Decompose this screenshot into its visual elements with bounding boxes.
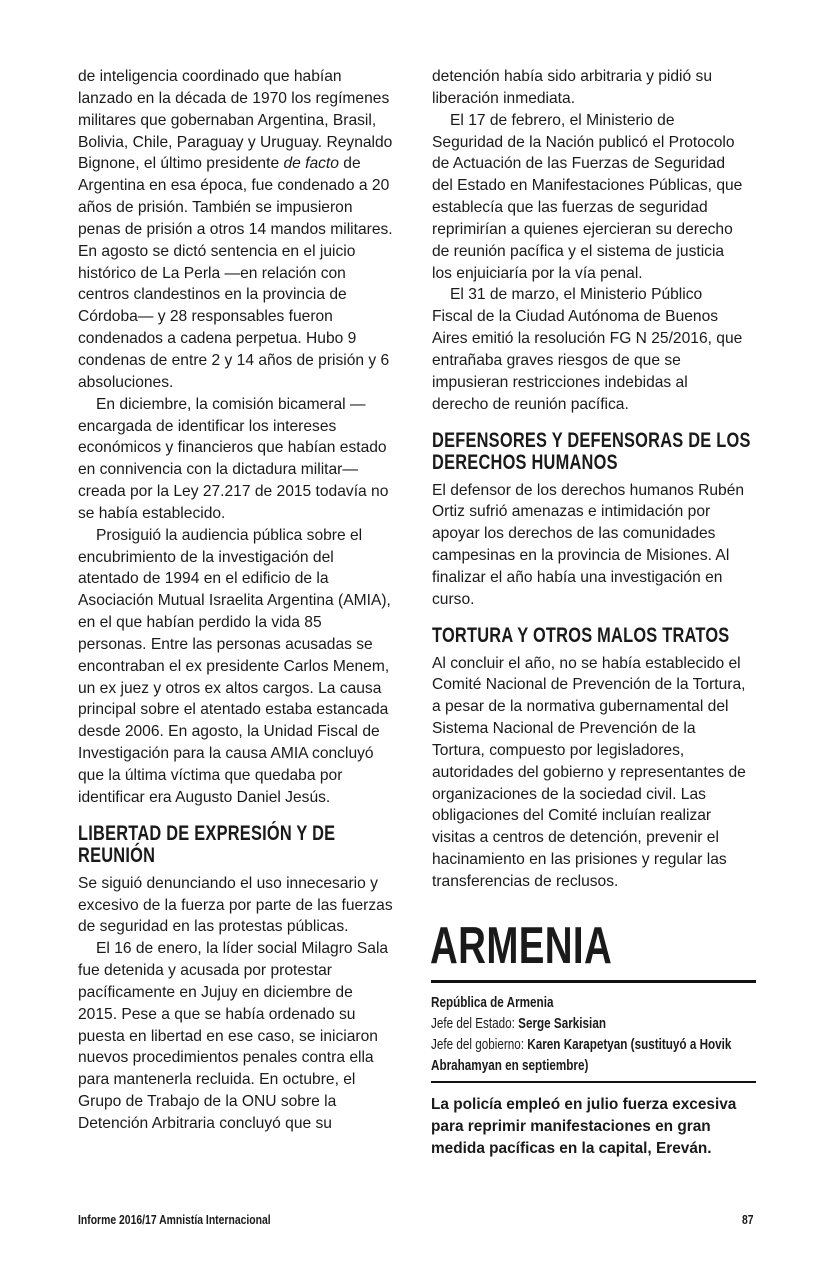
text-line: principal sobre el atentado estaba estancada xyxy=(78,701,389,719)
text-line: El 16 de enero, la líder social Milagro Sala xyxy=(96,940,389,958)
text-line: los enjuiciaría por la vía penal. xyxy=(432,264,643,282)
text-line: de Actuación de las Fuerzas de Seguridad xyxy=(432,155,726,173)
text-line: condenados a cadena perpetua. Hubo 9 xyxy=(78,330,357,348)
text-line: Ortiz sufrió amenazas e intimidación por xyxy=(432,503,711,521)
head-of-government-label: Jefe del gobierno: xyxy=(431,1036,525,1053)
text-line: curso. xyxy=(432,590,475,608)
text-line: identificar era Augusto Daniel Jesús. xyxy=(78,788,331,806)
text-line: Bignone, el último presidente de facto de xyxy=(78,155,361,173)
text-line: penas de prisión a otros 14 mandos militares. xyxy=(78,220,393,238)
text-line: en connivencia con la dictadura militar— xyxy=(78,461,358,479)
text-line: LIBERTAD DE EXPRESIÓN Y DE xyxy=(78,821,336,845)
paragraph xyxy=(78,66,418,394)
text-line: Seguridad de la Nación publicó el Protocolo xyxy=(432,133,735,151)
text-line: del Estado en Manifestaciones Públicas, que xyxy=(432,177,743,195)
text-line: Se siguió denunciando el uso innecesario y xyxy=(78,874,378,892)
text-line: de inteligencia coordinado que habían xyxy=(78,68,342,85)
text-line: establecía que las fuerzas de seguridad xyxy=(432,199,708,217)
text-line: en el que habían perdido la vida 85 xyxy=(78,614,322,632)
text-line: Fiscal de la Ciudad Autónoma de Buenos xyxy=(432,308,719,326)
section-heading xyxy=(78,823,343,867)
text-line: a pesar de la normativa gubernamental del xyxy=(432,698,729,716)
text-line: lanzado en la década de 1970 los regímenes xyxy=(78,89,390,107)
text-line: TORTURA Y OTROS MALOS TRATOS xyxy=(432,623,730,647)
text-line: 2015. Pese a que se había ordenado su xyxy=(78,1005,356,1023)
paragraph xyxy=(432,653,762,893)
paragraph xyxy=(432,480,762,611)
text-line: encontraban el ex presidente Carlos Menem, xyxy=(78,657,390,675)
text-line: finalizar el año había una investigación en xyxy=(432,568,723,586)
head-of-government-cont: Abrahamyan en septiembre) xyxy=(431,1057,589,1074)
text-line: REUNIÓN xyxy=(78,843,156,867)
text-line: para mantenerla recluida. En octubre, el xyxy=(78,1071,356,1089)
section-heading xyxy=(432,428,751,474)
footer-publication: Informe 2016/17 Amnistía Internacional xyxy=(78,1212,271,1227)
text-line: Detención Arbitraria concluyó que su xyxy=(78,1114,332,1132)
paragraph xyxy=(432,110,762,285)
text-line: nuevos procedimientos penales contra ella xyxy=(78,1049,374,1067)
text-line: económicos y financieros que habían estado xyxy=(78,439,387,457)
text-line: un ex juez y otros ex altos cargos. La causa xyxy=(78,679,382,697)
text-line: DEFENSORES Y DEFENSORAS DE LOS xyxy=(432,428,751,452)
head-of-state-label: Jefe del Estado: xyxy=(431,1015,515,1032)
right-column xyxy=(432,66,762,893)
text-line: Bolivia, Chile, Paraguay y Uruguay. Reynaldo xyxy=(78,133,393,151)
country-title: ARMENIA xyxy=(430,917,613,975)
paragraph xyxy=(78,525,418,809)
text-line: encubrimiento de la investigación del xyxy=(78,548,334,566)
text-line: reprimirían a quienes ejercieran su derecho xyxy=(432,220,733,238)
text-line: Investigación para la causa AMIA concluyó xyxy=(78,745,374,763)
text-line: El 31 de marzo, el Ministerio Público xyxy=(450,286,703,304)
text-line: pacíficamente en Jujuy en diciembre de xyxy=(78,983,353,1001)
page-number: 87 xyxy=(742,1212,754,1227)
text-line: Sistema Nacional de Prevención de la xyxy=(432,720,696,738)
text-line: fue detenida y acusada por protestar xyxy=(78,962,332,980)
text-line: histórico de La Perla —en relación con xyxy=(78,264,346,282)
summary-line: para reprimir manifestaciones en gran xyxy=(431,1118,711,1135)
paragraph xyxy=(78,938,418,1135)
text-line: de seguridad en las protestas públicas. xyxy=(78,918,349,936)
left-column xyxy=(78,66,418,1135)
text-line: Tortura, compuesto por legisladores, xyxy=(432,741,685,759)
head-of-government: Karen Karapetyan (sustituyó a Hovik xyxy=(527,1036,732,1053)
paragraph xyxy=(432,66,762,110)
text-line: transferencias de reclusos. xyxy=(432,873,619,890)
text-line: se había establecido. xyxy=(78,504,226,522)
country-info xyxy=(431,992,759,1076)
text-line: militares que gobernaban Argentina, Brasil, xyxy=(78,111,377,129)
text-line: Córdoba— y 28 responsables fueron xyxy=(78,308,333,326)
text-line: visitas a centros de detención, prevenir el xyxy=(432,829,719,847)
text-line: El defensor de los derechos humanos Rubén xyxy=(432,481,745,499)
text-line: Comité Nacional de Prevención de la Tortura, xyxy=(432,676,746,694)
text-line: absoluciones. xyxy=(78,373,174,391)
text-line: creada por la Ley 27.217 de 2015 todavía no xyxy=(78,483,389,501)
text-line: liberación inmediata. xyxy=(432,89,576,107)
text-line: En diciembre, la comisión bicameral — xyxy=(96,395,366,413)
summary-line: medida pacíficas en la capital, Ereván. xyxy=(431,1140,712,1157)
text-line: En agosto se dictó sentencia en el juicio xyxy=(78,242,356,260)
divider xyxy=(431,980,756,983)
text-line: excesivo de la fuerza por parte de las fuerzas xyxy=(78,896,393,914)
text-line: años de prisión. También se impusieron xyxy=(78,199,353,217)
summary-line: La policía empleó en julio fuerza excesiva xyxy=(431,1096,737,1113)
text-line: hacinamiento en las prisiones y regular las xyxy=(432,851,727,869)
text-line: puesta en libertad en ese caso, se iniciaron xyxy=(78,1027,378,1045)
text-line: derecho de reunión pacífica. xyxy=(432,395,629,413)
text-line: de reunión pacífica y el sistema de justicia xyxy=(432,242,725,260)
head-of-state: Serge Sarkisian xyxy=(518,1015,606,1032)
text-line: obligaciones del Comité incluían realizar xyxy=(432,807,712,825)
section-heading xyxy=(432,623,730,647)
divider xyxy=(431,1081,756,1083)
text-line: encargada de identificar los intereses xyxy=(78,417,337,435)
text-line: que la última víctima que quedaba por xyxy=(78,767,343,784)
text-line: atentado de 1994 en el edificio de la xyxy=(78,570,329,588)
text-line: desde 2006. En agosto, la Unidad Fiscal de xyxy=(78,723,380,741)
text-line: campesinas en la provincia de Misiones. Al xyxy=(432,547,730,565)
text-line: personas. Entre las personas acusadas se xyxy=(78,635,373,653)
text-line: autoridades del gobierno y representantes de xyxy=(432,763,746,781)
text-line: Al concluir el año, no se había establecido el xyxy=(432,654,741,672)
text-line: Asociación Mutual Israelita Argentina (AMIA), xyxy=(78,592,391,610)
text-line: Argentina en esa época, fue condenado a 20 xyxy=(78,177,390,195)
country-summary xyxy=(431,1094,736,1160)
text-line: impusieran restricciones indebidas al xyxy=(432,373,688,391)
text-line: Grupo de Trabajo de la ONU sobre la xyxy=(78,1093,337,1111)
paragraph xyxy=(78,394,418,525)
text-line: El 17 de febrero, el Ministerio de xyxy=(450,111,675,129)
official-name: República de Armenia xyxy=(431,994,554,1011)
text-line: DERECHOS HUMANOS xyxy=(432,450,618,474)
text-line: apoyar los derechos de las comunidades xyxy=(432,525,716,543)
text-line: condenas de entre 2 y 14 años de prisión y 6 xyxy=(78,351,390,369)
paragraph xyxy=(432,284,762,415)
text-line: entrañaba graves riesgos de que se xyxy=(432,351,681,369)
text-line: detención había sido arbitraria y pidió su xyxy=(432,68,712,85)
text-line: Prosiguió la audiencia pública sobre el xyxy=(96,526,363,544)
text-line: Aires emitió la resolución FG N 25/2016, que xyxy=(432,330,743,348)
text-line: organizaciones de la sociedad civil. Las xyxy=(432,785,706,803)
paragraph xyxy=(78,873,418,939)
text-line: centros clandestinos en la provincia de xyxy=(78,286,347,304)
